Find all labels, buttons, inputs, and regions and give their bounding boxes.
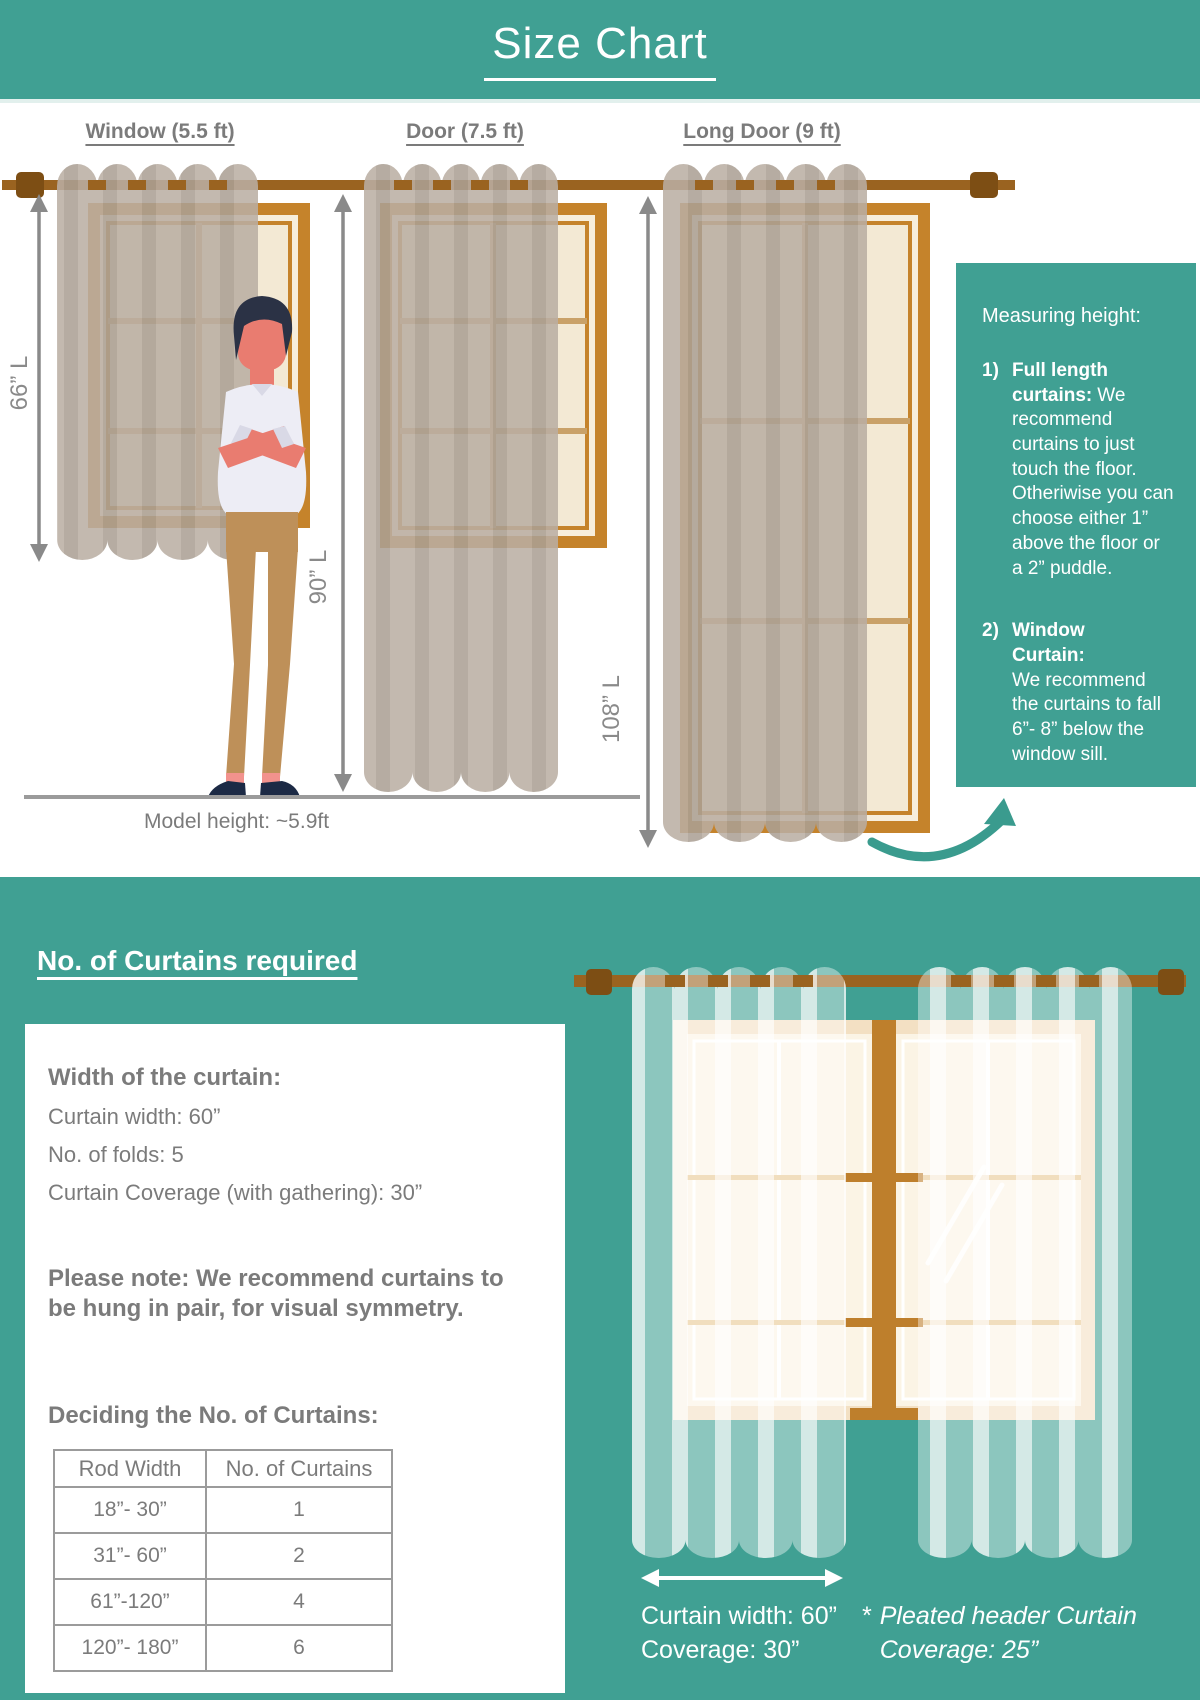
curtain-count-cell: 6 — [206, 1625, 392, 1671]
length-label-66: 66” L — [6, 355, 33, 411]
pleated-note-line2: Coverage: 25” — [879, 1636, 1039, 1664]
length-label-108: 108” L — [598, 674, 625, 744]
width-block-title: Width of the curtain: — [48, 1064, 282, 1091]
item-text — [1012, 359, 1174, 581]
measuring-height-box — [956, 263, 1196, 787]
curtain-width-card — [25, 1024, 565, 1693]
length-label-90: 90” L — [305, 549, 332, 605]
diagram-width-line2: Coverage: 30” — [641, 1636, 800, 1664]
column-header-window: Window (5.5 ft) — [85, 120, 235, 143]
item-number: 1) — [982, 360, 999, 381]
pleated-note-line1: Pleated header Curtain — [879, 1602, 1137, 1630]
table-row — [54, 1533, 392, 1579]
item-description: We recommend curtains to just touch the floor. Otheriwise you can choose either 1” above the floor or a 2” puddle. — [1012, 384, 1174, 579]
table-header-row — [54, 1450, 392, 1487]
measuring-arrow-90 — [334, 194, 352, 792]
curtain-count-table — [53, 1449, 393, 1672]
asterisk-marker: * — [861, 1602, 871, 1630]
table-row — [54, 1487, 392, 1533]
curtain-90 — [364, 164, 558, 792]
item-description: We recommend the curtains to fall 6”- 8” below the window sill. — [1012, 669, 1161, 765]
sheer-curtain-right — [918, 967, 1132, 1558]
curtains-required-section — [0, 877, 1200, 1700]
measuring-arrow-108 — [639, 196, 657, 848]
diagram-width-label — [641, 1599, 837, 1667]
curtain-width-line: Curtain width: 60” — [48, 1104, 221, 1129]
measuring-item-full-length — [982, 359, 1174, 581]
measuring-box-title: Measuring height: — [982, 305, 1141, 327]
column-header-long-door: Long Door (9 ft) — [683, 120, 841, 143]
measuring-item-window-curtain — [982, 619, 1174, 767]
coverage-line: Curtain Coverage (with gathering): 30” — [48, 1180, 423, 1205]
item-bold-label: Full length curtains: — [1012, 360, 1109, 406]
item-bold-label: Window Curtain: — [1012, 620, 1085, 666]
curtain-count-cell: 2 — [206, 1533, 392, 1579]
table-row — [54, 1625, 392, 1671]
pleated-note-text — [880, 1599, 1137, 1667]
sheer-curtain-left — [632, 967, 846, 1558]
rod-width-cell: 61”-120” — [54, 1579, 206, 1625]
pair-note: Please note: We recommend curtains to be hung in pair, for visual symmetry. — [48, 1265, 504, 1323]
table-title: Deciding the No. of Curtains: — [48, 1402, 379, 1429]
curtain-108 — [663, 164, 867, 842]
rod-width-cell: 120”- 180” — [54, 1625, 206, 1671]
width-arrow-icon — [641, 1569, 843, 1587]
col-header-no-curtains: No. of Curtains — [206, 1450, 392, 1487]
diagram-width-line1: Curtain width: 60” — [641, 1602, 837, 1630]
curtain-count-cell: 4 — [206, 1579, 392, 1625]
item-text — [1012, 619, 1174, 767]
curtains-required-heading: No. of Curtains required — [37, 945, 358, 976]
table-row — [54, 1579, 392, 1625]
rod-width-cell: 18”- 30” — [54, 1487, 206, 1533]
model-height-caption: Model height: ~5.9ft — [144, 810, 330, 833]
folds-line: No. of folds: 5 — [48, 1142, 184, 1167]
rod-width-cell: 31”- 60” — [54, 1533, 206, 1579]
col-header-rod-width: Rod Width — [54, 1450, 206, 1487]
item-number: 2) — [982, 620, 999, 642]
column-header-door: Door (7.5 ft) — [406, 120, 524, 143]
pleated-note-label — [861, 1599, 1137, 1667]
curtain-count-cell: 1 — [206, 1487, 392, 1533]
page-title: Size Chart — [484, 19, 715, 81]
